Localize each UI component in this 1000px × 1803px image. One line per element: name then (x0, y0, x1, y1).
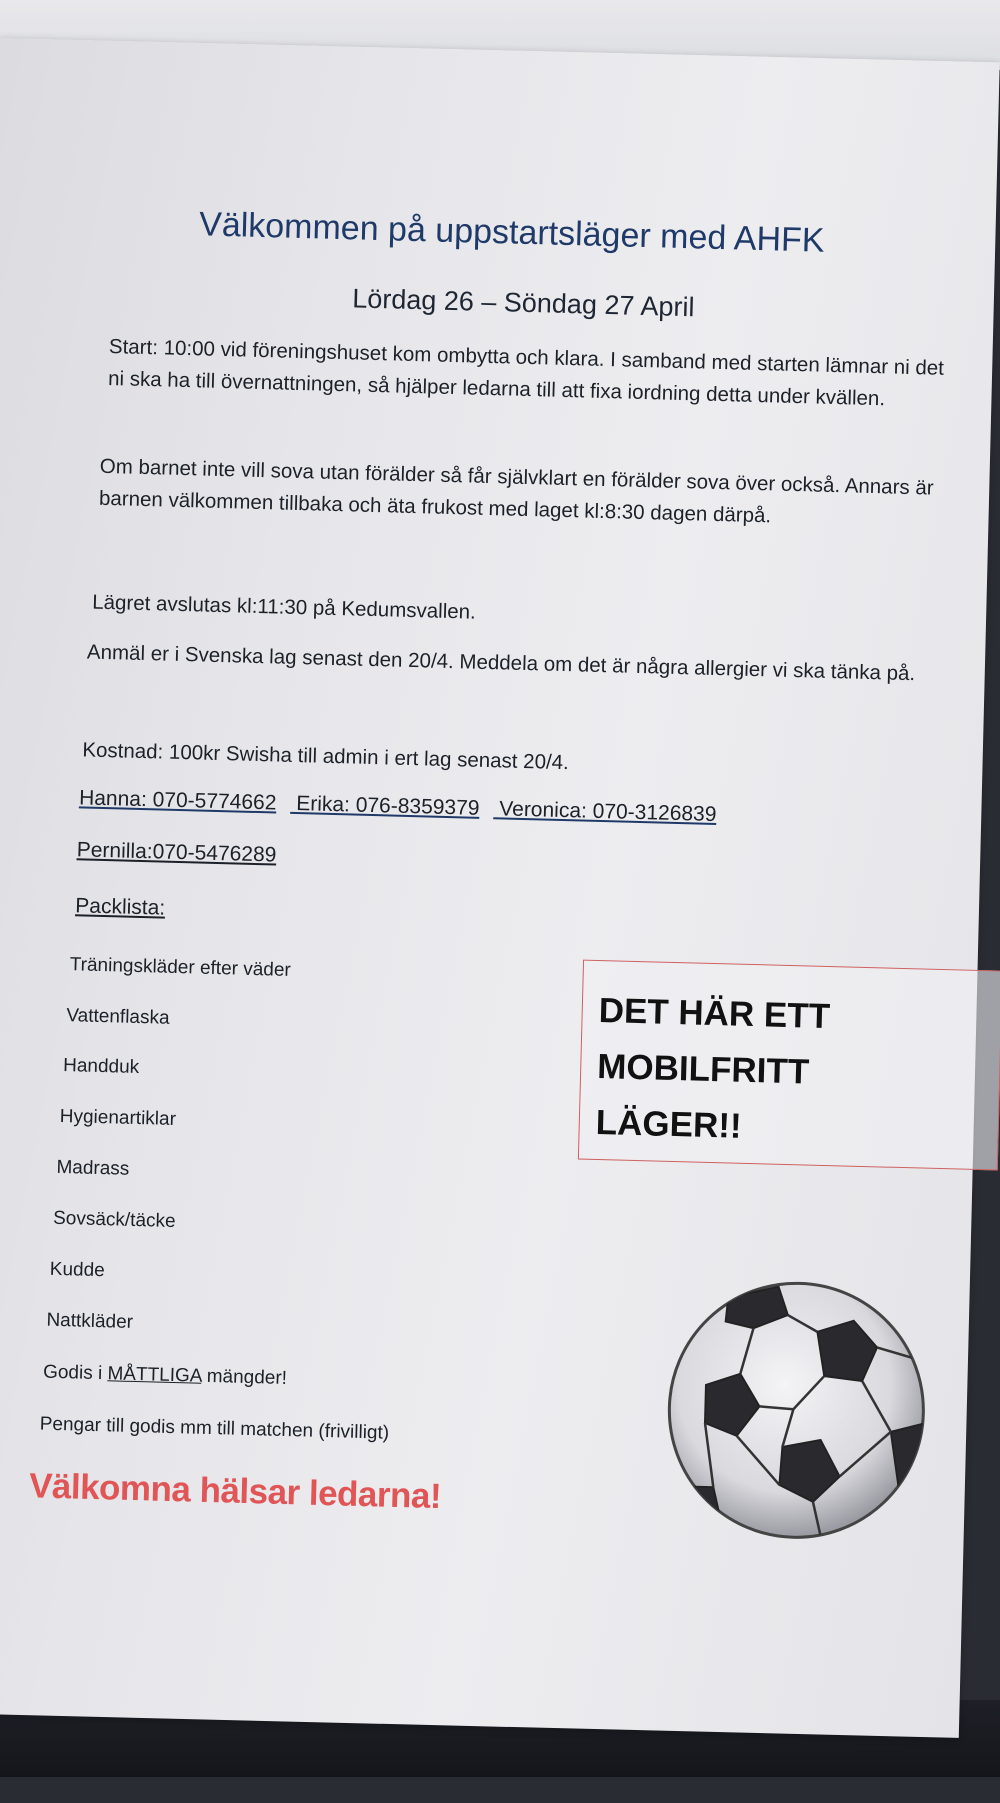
candy-text-before: Godis i (42, 1361, 108, 1385)
farewell-text: Välkomna hälsar ledarna! (28, 1466, 442, 1517)
packlist-item: Sovsäck/täcke (52, 1207, 176, 1233)
contact-veronica: Veronica: 070-3126839 (499, 797, 717, 827)
flyer-dates: Lördag 26 – Söndag 27 April (351, 283, 695, 323)
paragraph-registration: Anmäl er i Svenska lag senast den 20/4. Meddela om det är några allergier vi ska tänka på. (86, 640, 916, 686)
soccer-ball-icon (662, 1276, 931, 1545)
contact-erika: Erika: 076-8359379 (295, 792, 480, 820)
contact-line (79, 786, 731, 827)
packlist-item: Madrass (56, 1156, 130, 1180)
paragraph-start: Start: 10:00 vid föreningshuset kom ombytta och klara. I samband med starten lämnar ni det ni ska ha till övernattningen, så hjälper ledarna till att fixa iordning detta under kvällen. (107, 334, 945, 411)
paragraph-sleepover: Om barnet inte vill sova utan förälder så får självklart en förälder sova över också. Annars är barnen välkommen tillbaka och äta frukost med laget kl:8:30 dagen därpå. (98, 454, 934, 528)
paragraph-end: Lägret avslutas kl:11:30 på Kedumsvallen. (91, 590, 477, 624)
packlist-item-candy (43, 1362, 287, 1390)
packlist-title: Packlista: (75, 894, 166, 920)
contact-pernilla: Pernilla:070-5476289 (76, 838, 277, 867)
packlist-item: Nattkläder (46, 1309, 134, 1333)
packlist-item: Vattenflaska (66, 1005, 170, 1029)
mobile-free-notice-box (578, 960, 1000, 1171)
paragraph-cost: Kostnad: 100kr Swisha till admin i ert lag senast 20/4. (82, 738, 570, 775)
packlist-item: Träningskläder efter väder (69, 954, 292, 981)
candy-emphasis: MÅTTLIGA (107, 1363, 202, 1387)
packlist-item: Hygienartiklar (59, 1105, 177, 1130)
packlist-item-money: Pengar till godis mm till matchen (frivilligt) (39, 1413, 390, 1444)
packlist-item: Handduk (62, 1055, 140, 1079)
contact-hanna: Hanna: 070-5774662 (78, 786, 277, 815)
packlist-item: Kudde (49, 1258, 106, 1282)
candy-text-after: mängder! (201, 1365, 288, 1389)
mobile-free-notice: DET HÄR ETT MOBILFRITT LÄGER!! (595, 991, 831, 1146)
flyer-title: Välkommen på uppstartsläger med AHFK (198, 205, 825, 260)
